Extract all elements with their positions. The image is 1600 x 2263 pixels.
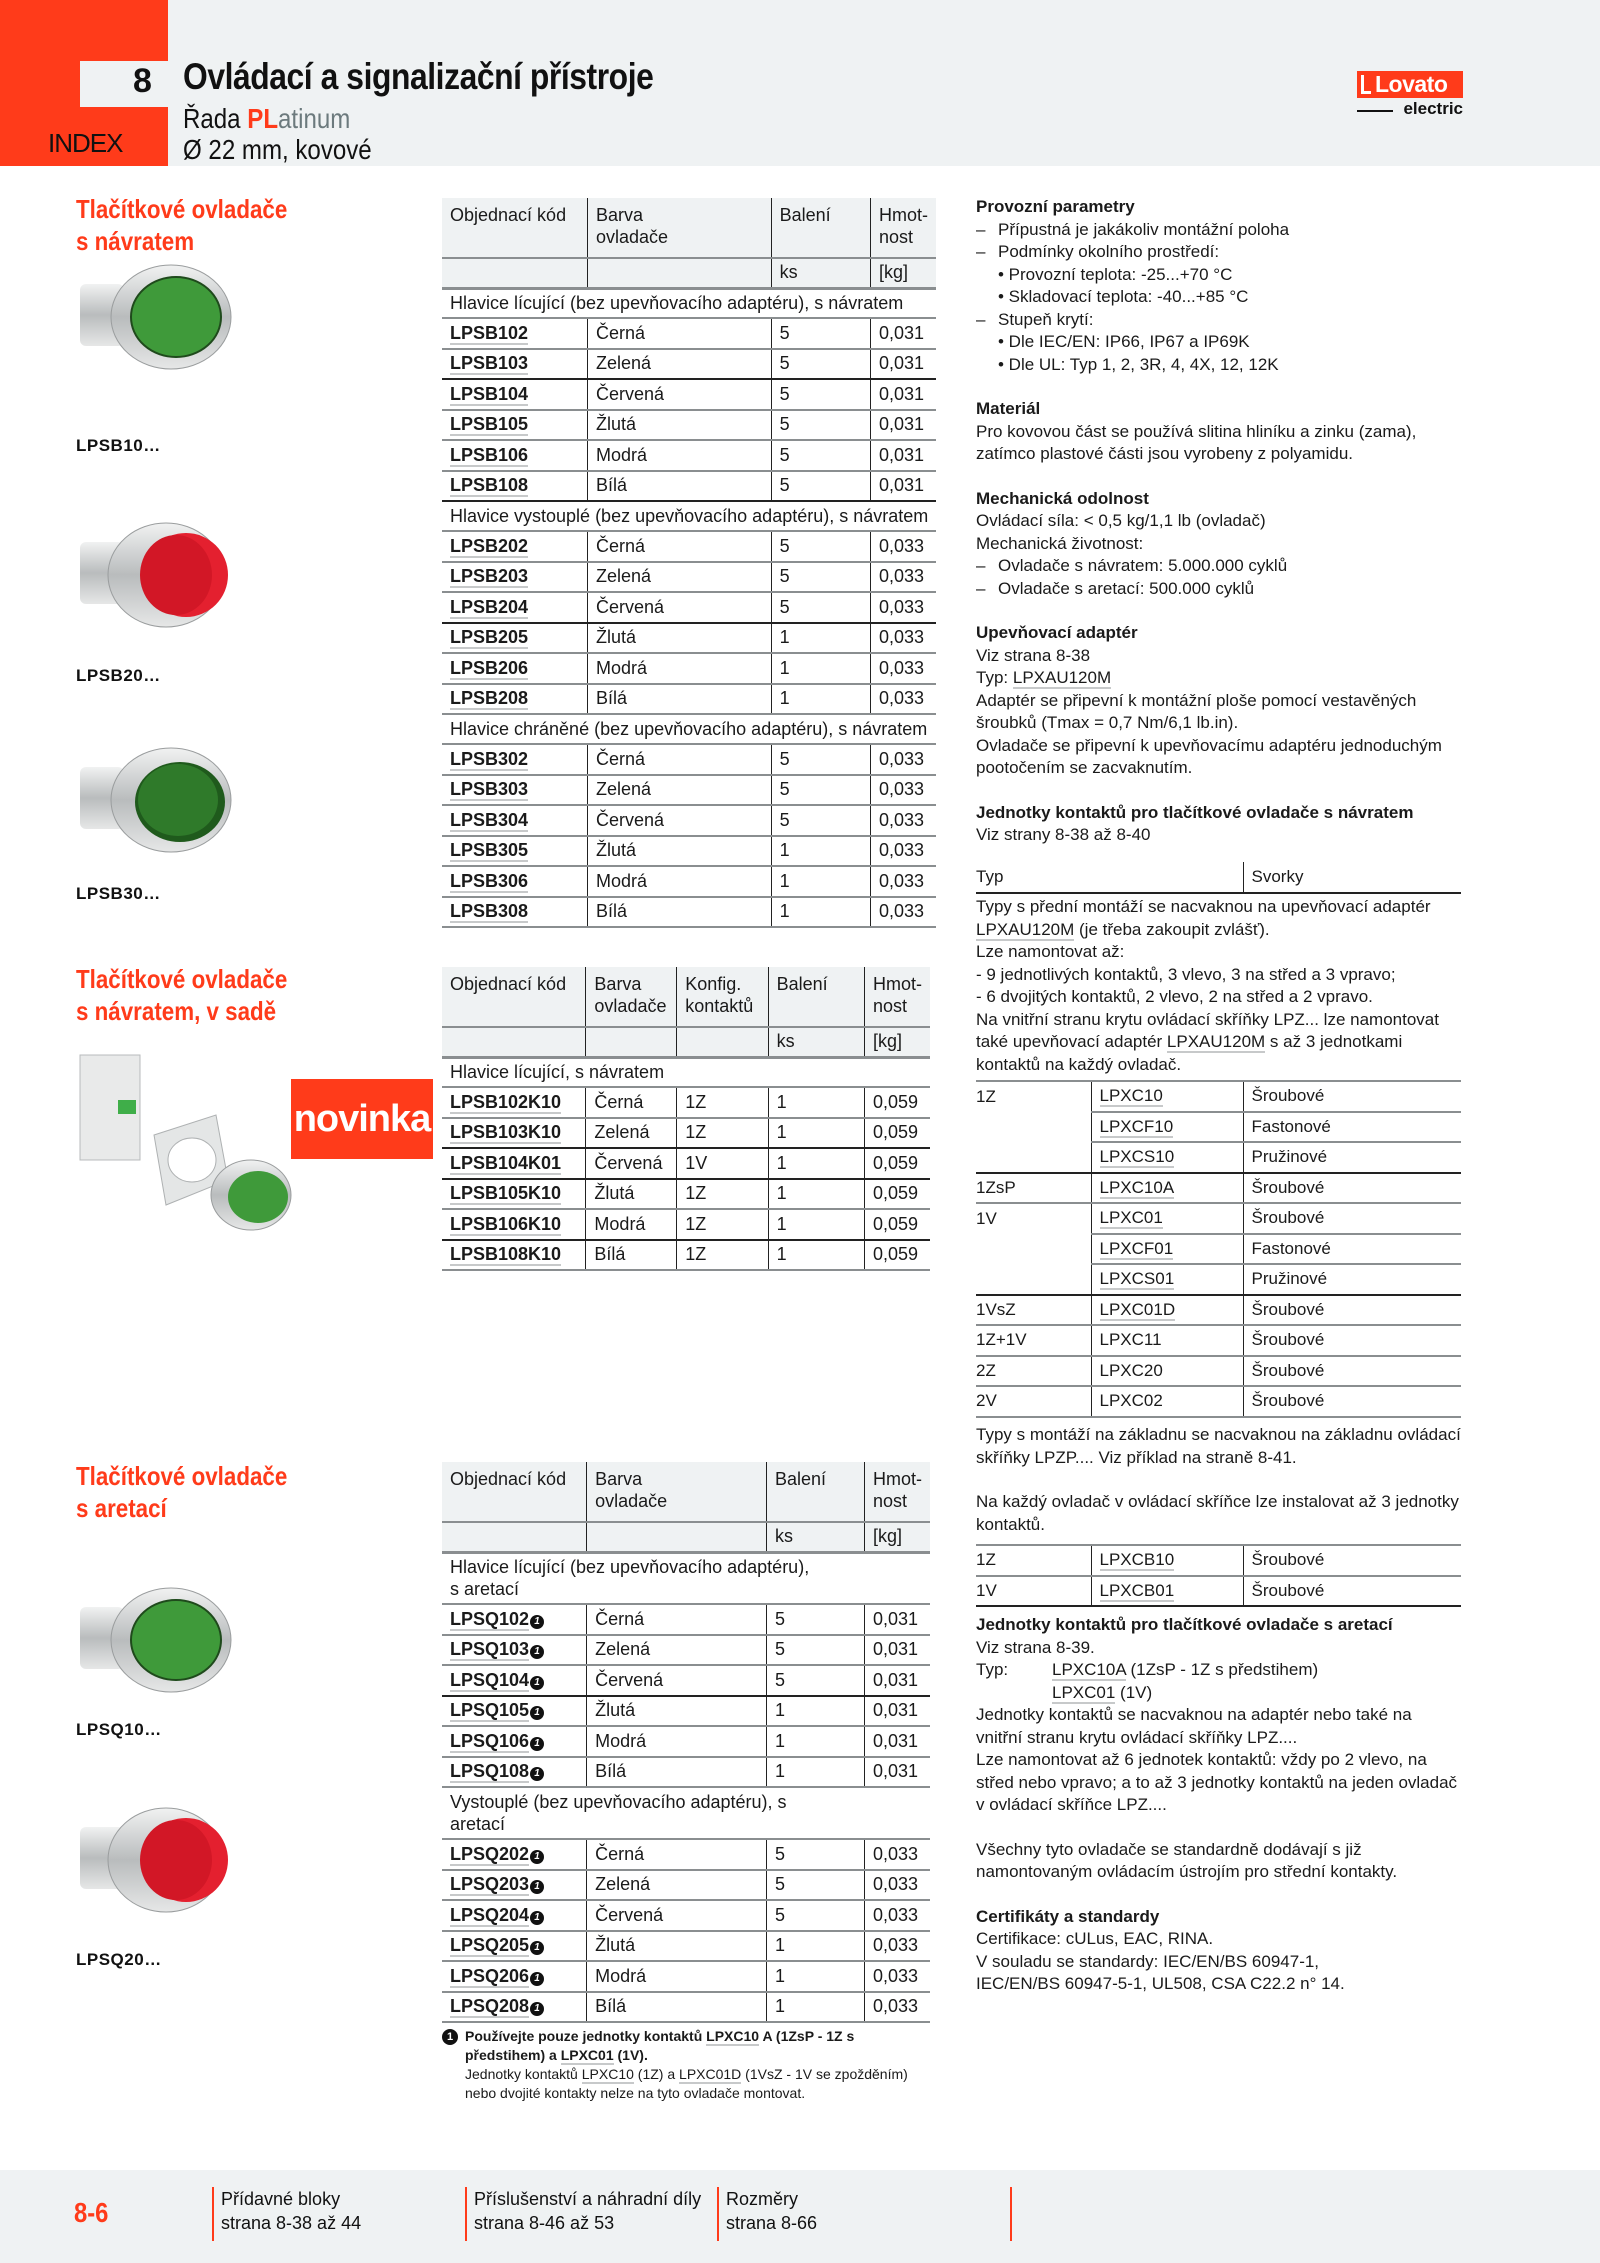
product-code-link[interactable]: LPSQ203 [450,1874,530,1895]
section-title-set: Tlačítkové ovladače s návratem, v sadě [76,964,288,1026]
product-code-link[interactable]: LPSB102K10 [450,1091,562,1112]
product-code-link[interactable]: LPSQ102 [450,1608,530,1629]
table-row: LPSB305 Žlutá 1 0,033 [442,836,936,867]
product-code-link[interactable]: LPSB105K10 [450,1183,562,1204]
table-row: LPSB303 Zelená 5 0,033 [442,775,936,806]
col-header-pack: Balení [766,1462,864,1522]
logo-mark-icon [1361,75,1371,94]
link-lpxau120m[interactable]: LPXAU120M [1166,1032,1266,1051]
footnote [442,2027,932,2103]
page-subtitle: Ø 22 mm, kovové [183,134,372,165]
product-code-link[interactable]: LPSB203 [450,566,529,587]
footnote-1-icon: 1 [530,1850,544,1864]
group-title: Vystouplé (bez upevňovacího adaptéru), s aretací [442,1787,930,1839]
product-code-link[interactable]: LPSQ208 [450,1996,530,2017]
product-code-link[interactable]: LPSQ103 [450,1639,530,1660]
product-label: LPSB10… [76,436,161,455]
table-row: LPSB108K10 Bílá 1Z 1 0,059 [442,1240,930,1271]
product-code-link[interactable]: LPSQ108 [450,1761,530,1782]
table-row: LPSB103K10 Zelená 1Z 1 0,059 [442,1118,930,1149]
section-heading: Mechanická odolnost [976,488,1149,508]
table-row: LPXCF10 Fastonové [976,1112,1461,1143]
col-header-config: Konfig. kontaktů [677,967,768,1027]
table-row: 2Z LPXC20 Šroubové [976,1356,1461,1387]
product-code-link[interactable]: LPSQ205 [450,1935,530,1956]
table-row: LPSB102K10 Černá 1Z 1 0,059 [442,1087,930,1118]
footer-link-dimensions[interactable]: Rozměry strana 8-66 [717,2187,817,2241]
footnote-1-icon: 1 [530,1911,544,1925]
table-row: LPSQ105 1 Žlutá 1 0,031 [442,1696,930,1727]
table-row: LPSB206 Modrá 1 0,033 [442,653,936,684]
table-row: 1V LPXC01 Šroubové [976,1203,1461,1234]
footnote-1-icon: 1 [530,1706,544,1720]
product-code-link[interactable]: LPSB305 [450,840,529,861]
link-lpxc01[interactable]: LPXC01 [1052,1682,1116,1702]
footnote-1-icon: 1 [442,2029,458,2045]
table-row: LPXCS01 Pružinové [976,1264,1461,1295]
group-title: Hlavice lícující (bez upevňovacího adaptéru), s návratem [442,288,936,318]
table-row: LPSB105K10 Žlutá 1Z 1 0,059 [442,1179,930,1210]
table-row: 1V LPXCB01 Šroubové [976,1576,1461,1607]
product-code-link[interactable]: LPSB304 [450,809,529,830]
product-code-link[interactable]: LPSB106K10 [450,1213,562,1234]
product-code-link[interactable]: LPSQ204 [450,1904,530,1925]
table-row: LPSB204 Červená 5 0,033 [442,592,936,623]
table-row: LPSB308 Bílá 1 0,033 [442,897,936,928]
product-code-link[interactable]: LPSB106 [450,444,529,465]
link-lpxc10a[interactable]: LPXC10A [1052,1660,1126,1679]
product-image-lpsq10 [76,1585,236,1695]
product-code-link[interactable]: LPSQ105 [450,1700,530,1721]
footnote-1-icon: 1 [530,1880,544,1894]
contact-code-link[interactable]: LPXCB01 [1099,1580,1175,1600]
footer-link-accessories[interactable]: Příslušenství a náhradní díly strana 8-46 až 53 [465,2187,701,2241]
product-code-link[interactable]: LPSQ104 [450,1669,530,1690]
base-mount-text: Typy s montáží na základnu se nacvaknou na základnu ovládací skříňky LPZP.... Viz příklad na straně 8-41. Na každý ovladač v ovládací skříňce lze instalovat až 3 jednotky kontaktů. [976,1425,1461,1534]
contact-code-link[interactable]: LPXC01D [1099,1299,1176,1319]
contact-code-link[interactable]: LPXCF01 [1099,1238,1174,1258]
section-heading: Upevňovací adaptér [976,623,1138,642]
table-row: 1ZsP LPXC10A Šroubové [976,1173,1461,1204]
contacts-table [976,1080,1461,1418]
product-code-link[interactable]: LPSQ106 [450,1730,530,1751]
section-heading: Certifikáty a standardy [976,1906,1160,1926]
table-row: 2V LPXC02 Šroubové [976,1386,1461,1417]
product-code-link[interactable]: LPSQ202 [450,1843,530,1864]
table-row: LPSQ106 1 Modrá 1 0,031 [442,1726,930,1757]
series-line [183,103,350,135]
contact-code-link[interactable]: LPXCF10 [1099,1116,1174,1136]
table-row: LPSB105 Žlutá 5 0,031 [442,410,936,441]
table-row: LPSB106K10 Modrá 1Z 1 0,059 [442,1209,930,1240]
table-row: LPSQ208 1 Bílá 1 0,033 [442,1992,930,2023]
contact-code-link[interactable]: LPXC01 [1099,1208,1163,1228]
product-label: LPSB20… [76,666,161,685]
contacts-front-text: Typy s přední montáží se nacvaknou na upevňovací adaptér LPXAU120M (je třeba zakoupit zvlášť). Lze namontovat až: - 9 jednotlivých kontaktů, 3 vlevo, 3 na střed a 3 vpravo; - 6 dvojitých kontaktů, 2 vlevo, 2 na střed a 2 vpravo. Na vnitřní stranu krytu ovládací skříňky LPZ... lze namontovat také upevňovací adaptér LPXAU120M s až 3 jednotkami kontaktů na každý ovladač. [976,897,1439,1074]
section-heading: Materiál [976,399,1041,418]
contact-code-link[interactable]: LPXCS10 [1099,1147,1175,1167]
table-row: LPSB104K01 Červená 1V 1 0,059 [442,1148,930,1179]
group-title: Hlavice vystouplé (bez upevňovacího adaptéru), s návratem [442,501,936,531]
footnote-text: Jednotky kontaktů LPXC10 (1Z) a LPXC01D (1VsZ - 1V se zpožděním) nebo dvojité kontakty nelze na tyto ovladače montovat. [465,2066,908,2101]
col-header-type: Typ [976,862,1243,893]
group-title: Hlavice lícující (bez upevňovacího adaptéru), s aretací [442,1552,930,1604]
link-lpxc01[interactable]: LPXC01 [560,2047,614,2063]
chapter-box [80,61,168,107]
table-row: 1Z LPXC10 Šroubové [976,1081,1461,1112]
col-header-code: Objednací kód [442,198,588,258]
col-header-weight: Hmot- nost [864,1462,930,1522]
product-code-link[interactable]: LPSB108 [450,475,529,496]
product-code-link[interactable]: LPSB104K01 [450,1152,562,1173]
section-heading: Provozní parametry [976,197,1135,216]
product-image-lpsb30 [76,745,236,855]
product-label: LPSQ10… [76,1720,162,1739]
table-row: LPSQ206 1 Modrá 1 0,033 [442,1961,930,1992]
contact-code-link[interactable]: LPXC10 [1099,1086,1163,1106]
section-heading: Jednotky kontaktů pro tlačítkové ovladače s aretací [976,1615,1393,1634]
table-row: LPSB106 Modrá 5 0,031 [442,440,936,471]
product-label: LPSB30… [76,884,161,903]
table-row: 1Z LPXCB10 Šroubové [976,1545,1461,1576]
product-table-kit: Objednací kód Barva ovladače Konfig. kontaktů Balení Hmot- nost ks [kg] Hlavice lícující, s návratem LPSB102K10 Černá 1Z 1 0,059 LPSB103K10 Zelená 1Z 1 0,059 LPSB104K01 Červená 1V 1 0,059 LPSB105K10 Žlutá 1Z 1 0,059 LPSB106K10 Modrá 1Z 1 0,059 LPSB108K10 Bílá 1Z 1 0,059 [442,967,930,1271]
link-lpxau120m[interactable]: LPXAU120M [976,919,1075,939]
table-row: LPSB304 Červená 5 0,033 [442,805,936,836]
col-header-code: Objednací kód [442,1462,587,1522]
product-code-link[interactable]: LPSB306 [450,870,529,891]
section-title-return: Tlačítkové ovladače s návratem [76,194,288,256]
table-row: LPSQ204 1 Červená 5 0,033 [442,1900,930,1931]
page-number: 8-6 [74,2197,109,2228]
section-heading: Jednotky kontaktů pro tlačítkové ovladače s návratem [976,802,1414,822]
footer-divider [1010,2187,1012,2241]
col-header-pack: Balení [768,967,864,1027]
product-image-lpsb20 [76,520,236,630]
table-row: LPSB104 Červená 5 0,031 [442,379,936,410]
footnote-1-icon: 1 [530,1972,544,1986]
table-row: LPSQ108 1 Bílá 1 0,031 [442,1757,930,1788]
col-header-code: Objednací kód [442,967,586,1027]
product-code-link[interactable]: LPSB208 [450,688,529,709]
product-table-latch: Objednací kód Barva ovladače Balení Hmot- nost ks [kg] Hlavice lícující (bez upevňovacího adaptéru), s aretací LPSQ102 1 Černá 5 0,031 LPSQ103 1 Zelená 5 0,031 LPSQ104 1 Červená 5 0,031 LPSQ105 1 Žlutá 1 0,031 LPSQ106 1 Modrá 1 0,031 LPSQ108 1 Bílá 1 0,031 Vystouplé (bez upevňovacího adaptéru), s aretací LPSQ202 1 Černá 5 0,033 LPSQ203 1 Zelená 5 0,033 LPSQ204 1 Červená 5 0,033 LPSQ205 1 Žlutá 1 0,033 LPSQ206 1 Modrá 1 0,033 LPSQ208 1 Bílá 1 0,033 [442,1462,930,2023]
table-row: LPSB108 Bílá 5 0,031 [442,471,936,502]
footnote-1-icon: 1 [530,1676,544,1690]
footnote-1-icon: 1 [530,1645,544,1659]
footnote-1-icon: 1 [530,1737,544,1751]
contacts-header-table [976,862,1461,894]
table-row: LPSB202 Černá 5 0,033 [442,531,936,562]
col-header-color: Barva ovladače [586,967,677,1027]
logo-text: Lovato [1375,71,1448,97]
product-code-link[interactable]: LPSB206 [450,657,529,678]
table-row: LPSB208 Bílá 1 0,033 [442,684,936,715]
table-row: LPSB103 Zelená 5 0,031 [442,349,936,380]
page-title: Ovládací a signalizační přístroje [183,56,654,97]
section-title-latch: Tlačítkové ovladače s aretací [76,1461,288,1523]
table-row: 1VsZ LPXC01D Šroubové [976,1295,1461,1326]
footnote-1-icon: 1 [530,1767,544,1781]
product-code-link[interactable]: LPSB108K10 [450,1244,562,1265]
product-image-lpsq20 [76,1805,236,1915]
product-table-return [442,198,936,928]
table-row: LPSQ103 1 Zelená 5 0,031 [442,1635,930,1666]
col-header-terminals: Svorky [1243,862,1461,893]
product-code-link[interactable]: LPSQ206 [450,1965,530,1986]
contact-code-link[interactable]: LPXCB10 [1099,1550,1175,1570]
footnote-1-icon: 1 [530,1941,544,1955]
col-header-pack: Balení [771,198,870,258]
base-contacts-table [976,1544,1461,1607]
series-prefix: Řada [183,103,241,134]
footnote-1-icon: 1 [530,2002,544,2016]
table-row: LPSQ102 1 Černá 5 0,031 [442,1604,930,1635]
table-row: LPSQ203 1 Zelená 5 0,033 [442,1870,930,1901]
group-title: Hlavice chráněné (bez upevňovacího adaptéru), s návratem [442,714,936,744]
lovato-logo [1357,71,1463,98]
product-image-lpsb10 [76,262,236,372]
contact-code-link[interactable]: LPXCS01 [1099,1269,1175,1289]
product-code-link[interactable]: LPSB303 [450,779,529,800]
new-badge: novinka [291,1079,433,1159]
table-row: LPSB203 Zelená 5 0,033 [442,562,936,593]
unit-pack: ks [771,258,870,288]
operating-parameters: Provozní parametry – Přípustná je jakákoliv montážní poloha – Podmínky okolního prostředí: • Provozní teplota: -25...+70 °C • Skladovací teplota: -40...+85 °C – Stupeň krytí: • Dle IEC/EN: IP66, IP67 a IP69K • Dle UL: Typ 1, 2, 3R, 4, 4X, 12, 12K Materiál Pro kovovou část se používá slitina hliníku a zinku (zama), zatímco plastové části jsou vyrobeny z polyamidu. Mechanická odolnost Ovládací síla: < 0,5 kg/1,1 lb (ovladač) Mechanická životnost: – Ovladače s návratem: 5.000.000 cyklů – Ovladače s aretací: 500.000 cyklů Upevňovací adaptér Viz strana 8-38 Typ: LPXAU120M Adaptér se připevní k montážní ploše pomocí vestavěných šroubků (Tmax = 0,7 Nm/6,1 lb.in). Ovladače se připevní k upevňovacímu adaptéru jednoduchým pootočením se zacvaknutím. Jednotky kontaktů pro tlačítkové ovladače s návratem Viz strany 8-38 až 8-40 [976,196,1461,847]
product-code-link[interactable]: LPSB103 [450,353,529,374]
table-row: LPSB302 Černá 5 0,033 [442,744,936,775]
product-code-link[interactable]: LPSB205 [450,627,529,648]
table-row: LPSB306 Modrá 1 0,033 [442,866,936,897]
brand-atinum: atinum [278,103,351,134]
product-code-link[interactable]: LPSB103K10 [450,1122,562,1143]
link-lpxc01d[interactable]: LPXC01D [679,2066,742,2082]
product-code-link[interactable]: LPSB204 [450,596,529,617]
link-lpxc10[interactable]: LPXC10 [581,2066,634,2082]
product-code-link[interactable]: LPSB102 [450,322,529,343]
product-code-link[interactable]: LPSB302 [450,748,529,769]
unit-weight: [kg] [870,258,936,288]
table-row: LPSB102 Černá 5 0,031 [442,318,936,349]
col-header-color: Barva ovladače [587,1462,767,1522]
product-label: LPSQ20… [76,1950,162,1969]
chapter-number: 8 [133,62,152,100]
col-header-color: Barva ovladače [588,198,772,258]
logo-subtext: electric [1403,99,1463,118]
table-row: LPXCF01 Fastonové [976,1234,1461,1265]
table-row: LPSQ205 1 Žlutá 1 0,033 [442,1931,930,1962]
product-code-link[interactable]: LPSB202 [450,535,529,556]
group-title: Hlavice lícující, s návratem [442,1057,930,1087]
table-row: LPSQ104 1 Červená 5 0,031 [442,1665,930,1696]
table-row: LPSB205 Žlutá 1 0,033 [442,623,936,654]
table-row: 1Z+1V LPXC11 Šroubové [976,1325,1461,1356]
footnote-bold-text: Používejte pouze jednotky kontaktů LPXC10 A (1ZsP - 1Z s předstihem) a LPXC01 (1V). [465,2028,855,2063]
brand-pl: PL [247,103,279,134]
product-code-link[interactable]: LPSB104 [450,383,529,404]
product-image-kit [76,1045,296,1235]
link-lpxc10[interactable]: LPXC10 [706,2028,760,2044]
col-header-weight: Hmot- nost [864,967,930,1027]
latch-contacts-section: Jednotky kontaktů pro tlačítkové ovladače s aretací Viz strana 8-39. Typ: LPXC10A (1ZsP - 1Z s předstihem) LPXC01 (1V) Jednotky kontaktů se nacvaknou na adaptér nebo také na vnitřní stranu krytu ovládací skříňky LPZ.... Lze namontovat až 6 jednotek kontaktů: vždy po 2 vlevo, na střed nebo vpravo; a to až 3 jednotky kontaktů na jeden ovladač v ovládací skříňce LPZ.... Všechny tyto ovladače se standardně dodávají s již namontovaným ovládacím ústrojím pro střední kontakty. Certifikáty a standardy Certifikace: cULus, EAC, RINA. V souladu se standardy: IEC/EN/BS 60947-1, IEC/EN/BS 60947-5-1, UL508, CSA C22.2 n° 14. [976,1614,1461,1996]
table-row: LPSQ202 1 Černá 5 0,033 [442,1839,930,1870]
footnote-1-icon: 1 [530,1615,544,1629]
link-lpxau120m[interactable]: LPXAU120M [1012,668,1112,687]
footer-link-aux-blocks[interactable]: Přídavné bloky strana 8-38 až 44 [212,2187,361,2241]
product-code-link[interactable]: LPSB308 [450,901,529,922]
contact-code-link[interactable]: LPXC10A [1099,1177,1175,1197]
product-code-link[interactable]: LPSB105 [450,414,529,435]
col-header-weight: Hmot- nost [870,198,936,258]
table-row: LPXCS10 Pružinové [976,1142,1461,1173]
index-link[interactable]: INDEX [48,128,123,158]
